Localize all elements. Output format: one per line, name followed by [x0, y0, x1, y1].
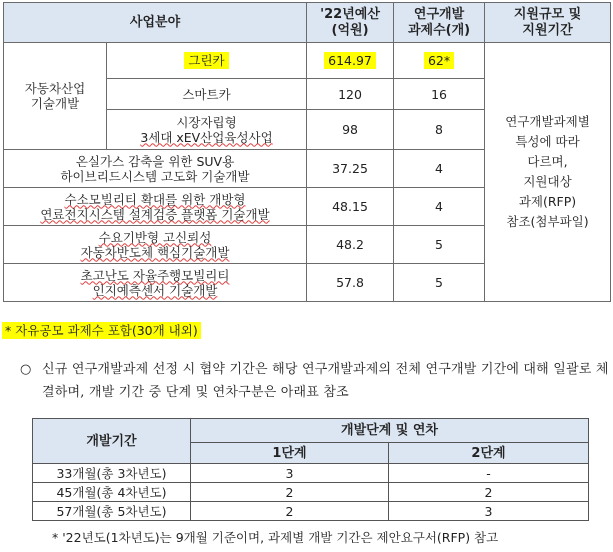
header-stage1: 1단계 — [191, 443, 389, 464]
table-row — [33, 483, 589, 502]
row-name: 그린카 — [107, 43, 307, 79]
row-tasks: 4 — [394, 150, 485, 188]
row-stage2: 3 — [389, 502, 589, 521]
row-budget: 48.15 — [307, 188, 394, 226]
header-stage: 개발단계 및 연차 — [191, 419, 589, 443]
row-stage1: 2 — [191, 483, 389, 502]
row-name: 수소모빌리티 확대를 위한 개방형 연료전지시스템 설계검증 플랫폼 기술개발 — [4, 188, 307, 226]
task-count-note: * 자유공모 과제수 포함(30개 내외) — [2, 321, 201, 339]
row-stage1: 2 — [191, 502, 389, 521]
row-period: 45개월(총 4차년도) — [33, 483, 191, 502]
row-name: 시장자립형 3세대 xEV산업육성사업 — [107, 110, 307, 150]
row-name: 초고난도 자율주행모빌리티 인지예측센서 기술개발 — [4, 264, 307, 302]
table-row — [33, 502, 589, 521]
row-tasks: 62* — [394, 43, 485, 79]
header-field: 사업분야 — [4, 3, 307, 43]
stage-table — [32, 418, 589, 521]
row-name: 스마트카 — [107, 79, 307, 110]
header-tasks: 연구개발 과제수(개) — [394, 3, 485, 43]
period-note: * '22년도(1차년도)는 9개월 기준이며, 과제별 개발 기간은 제안요구서(RFP) 참고 — [52, 530, 499, 545]
row-name: 온실가스 감축을 위한 SUV용 하이브리드시스템 고도화 기술개발 — [4, 150, 307, 188]
budget-table — [3, 2, 611, 302]
table-row — [33, 464, 589, 483]
row-budget: 120 — [307, 79, 394, 110]
header-support: 지원규모 및 지원기간 — [485, 3, 611, 43]
row-budget: 98 — [307, 110, 394, 150]
row-period: 57개월(총 5차년도) — [33, 502, 191, 521]
row-budget: 37.25 — [307, 150, 394, 188]
row-stage1: 3 — [191, 464, 389, 483]
support-text: 연구개발과제별 특성에 따라 다르며, 지원대상 과제(RFP) 참조(첨부파일) — [485, 43, 611, 302]
budget-table-header — [4, 3, 611, 43]
header-period: 개발기간 — [33, 419, 191, 464]
row-period: 33개월(총 3차년도) — [33, 464, 191, 483]
row-budget: 57.8 — [307, 264, 394, 302]
stage-table-header — [33, 419, 589, 443]
header-stage2: 2단계 — [389, 443, 589, 464]
row-budget: 48.2 — [307, 226, 394, 264]
table-row — [4, 43, 611, 79]
group-label: 자동차산업 기술개발 — [4, 43, 107, 150]
row-stage2: 2 — [389, 483, 589, 502]
row-tasks: 16 — [394, 79, 485, 110]
paragraph-text: 신규 연구개발과제 선정 시 협약 기간은 해당 연구개발과제의 전체 연구개발 기간에 대해 일괄로 체결하며, 개발 기간 중 단계 및 연차구분은 아래표 참조 — [42, 362, 609, 400]
row-tasks: 5 — [394, 264, 485, 302]
row-tasks: 5 — [394, 226, 485, 264]
circle-bullet-icon: ○ — [20, 362, 32, 377]
row-budget: 614.97 — [307, 43, 394, 79]
row-tasks: 8 — [394, 110, 485, 150]
contract-paragraph — [22, 358, 610, 404]
row-name: 수요기반형 고신뢰성 자동차반도체 핵심기술개발 — [4, 226, 307, 264]
row-tasks: 4 — [394, 188, 485, 226]
header-budget: '22년예산 (억원) — [307, 3, 394, 43]
row-stage2: - — [389, 464, 589, 483]
